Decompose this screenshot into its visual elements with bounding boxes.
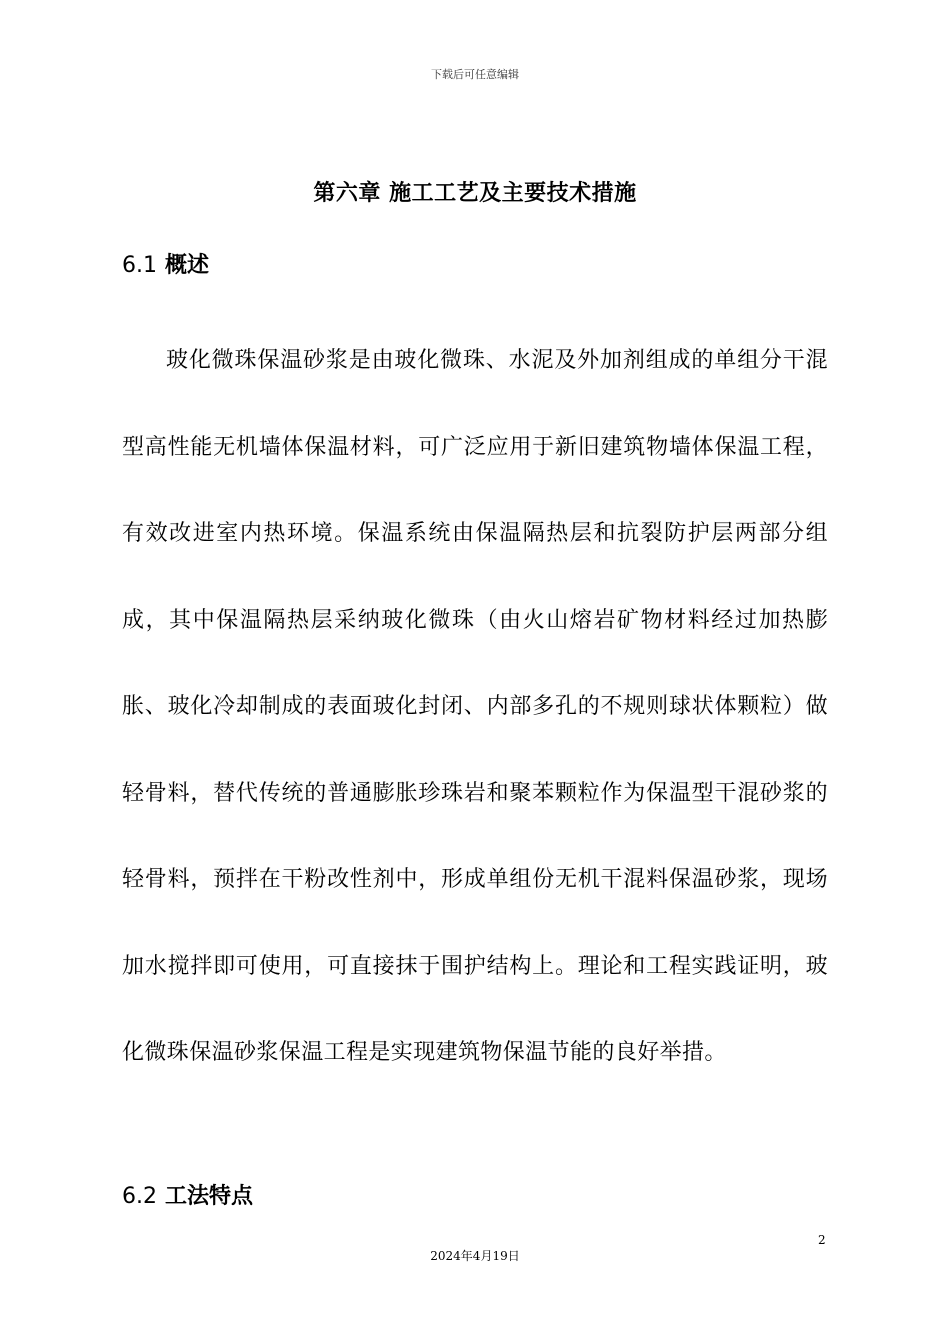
footer-date: 2024年4月19日	[430, 1249, 520, 1263]
chapter-title: 第六章 施工工艺及主要技术措施	[313, 181, 637, 206]
section-heading-features	[122, 1179, 253, 1210]
section-number: 6.2	[122, 1184, 157, 1209]
section-title: 工法特点	[165, 1184, 254, 1209]
section-heading-overview	[122, 248, 209, 279]
section-number: 6.1	[122, 253, 157, 278]
page-number: 2	[818, 1233, 826, 1247]
header-note: 下载后可任意编辑	[431, 68, 519, 81]
body-paragraph: 玻化微珠保温砂浆是由玻化微珠、水泥及外加剂组成的单组分干混型高性能无机墙体保温材料，可广泛应用于新旧建筑物墙体保温工程，有效改进室内热环境。保温系统由保温隔热层和抗裂防护层两部分组成，其中保温隔热层采纳玻化微珠（由火山熔岩矿物材料经过加热膨胀、玻化冷却制成的表面玻化封闭、内部多孔的不规则球状体颗粒）做轻骨料，替代传统的普通膨胀珍珠岩和聚苯颗粒作为保温型干混砂浆的轻骨料，预拌在干粉改性剂中，形成单组份无机干混料保温砂浆，现场加水搅拌即可使用，可直接抹于围护结构上。理论和工程实践证明，玻化微珠保温砂浆保温工程是实现建筑物保温节能的良好举措。	[122, 348, 828, 1065]
section-title: 概述	[165, 253, 210, 278]
